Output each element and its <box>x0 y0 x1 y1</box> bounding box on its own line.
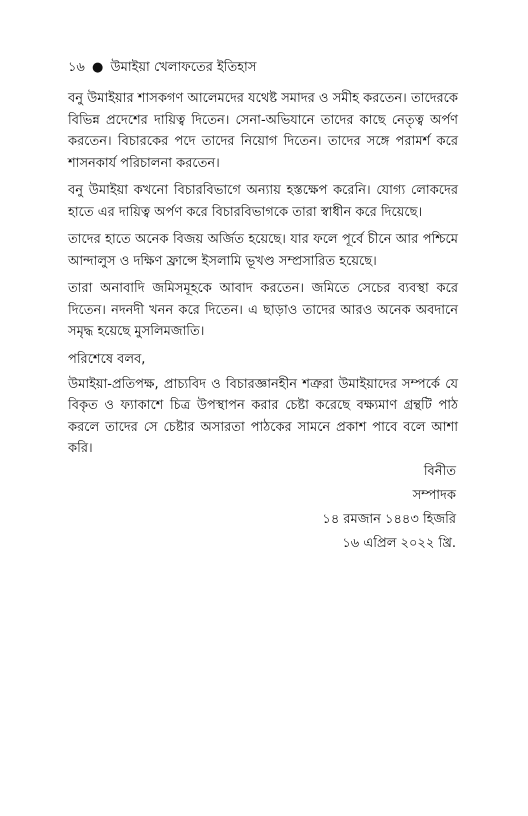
signature-block <box>322 460 456 556</box>
closing-paragraph: উমাইয়া-প্রতিপক্ষ, প্রাচ্যবিদ ও বিচারজ্ঞানহীন শত্রুরা উমাইয়াদের সম্পর্কে যে বিকৃত ও ফ্যাকাশে চিত্র উপস্থাপন করার চেষ্টা করেছে বক্ষ্যমাণ গ্রন্থটি পাঠ করলে তাদের সে চেষ্টার অসারতা পাঠকের সামনে প্রকাশ পাবে বলে আশা করি। <box>68 376 458 456</box>
signature-role: সম্পাদক <box>412 488 456 503</box>
paragraph-3: তাদের হাতে অনেক বিজয় অর্জিত হয়েছে। যার ফলে পূর্বে চীনে আর পশ্চিমে আন্দালুস ও দক্ষিণ ফ্রান্সে ইসলামি ভূখণ্ড সম্প্রসারিত হয়েছে। <box>68 232 458 269</box>
paragraph-2: বনু উমাইয়া কখনো বিচারবিভাগে অন্যায় হস্তক্ষেপ করেনি। যোগ্য লোকদের হাতে এর দায়িত্ব অর্পণ করে বিচারবিভাগকে তারা স্বাধীন করে দিয়েছে। <box>68 183 458 220</box>
signature-regards: বিনীত <box>423 464 456 479</box>
page-body <box>68 58 458 466</box>
page-number: ১৬ <box>68 60 85 75</box>
signature-hijri-date: ১৪ রমজান ১৪৪৩ হিজরি <box>322 512 456 527</box>
paragraph-4: তারা অনাবাদি জমিসমূহকে আবাদ করতেন। জমিতে সেচের ব্যবস্থা করে দিতেন। নদনদী খনন করে দিতেন। এ ছাড়াও তাদের আরও অনেক অবদানে সমৃদ্ধ হয়েছে মুসলিমজাতি। <box>68 281 458 339</box>
running-header <box>68 58 458 78</box>
paragraph-1: বনু উমাইয়ার শাসকগণ আলেমদের যথেষ্ট সমাদর ও সমীহ করতেন। তাদেরকে বিভিন্ন প্রদেশের দায়িত্ব দিতেন। সেনা-অভিযানে তাদের কাছে নেতৃত্ব অর্পণ করতেন। বিচারকের পদে তাদের নিয়োগ দিতেন। তাদের সঙ্গে পরামর্শ করে শাসনকার্য পরিচালনা করতেন। <box>68 91 458 171</box>
book-title: উমাইয়া খেলাফতের ইতিহাস <box>110 60 257 75</box>
bullet-icon: ● <box>92 60 104 75</box>
salutation: পরিশেষে বলব, <box>68 351 146 367</box>
signature-gregorian-date: ১৬ এপ্রিল ২০২২ খ্রি. <box>342 536 456 551</box>
